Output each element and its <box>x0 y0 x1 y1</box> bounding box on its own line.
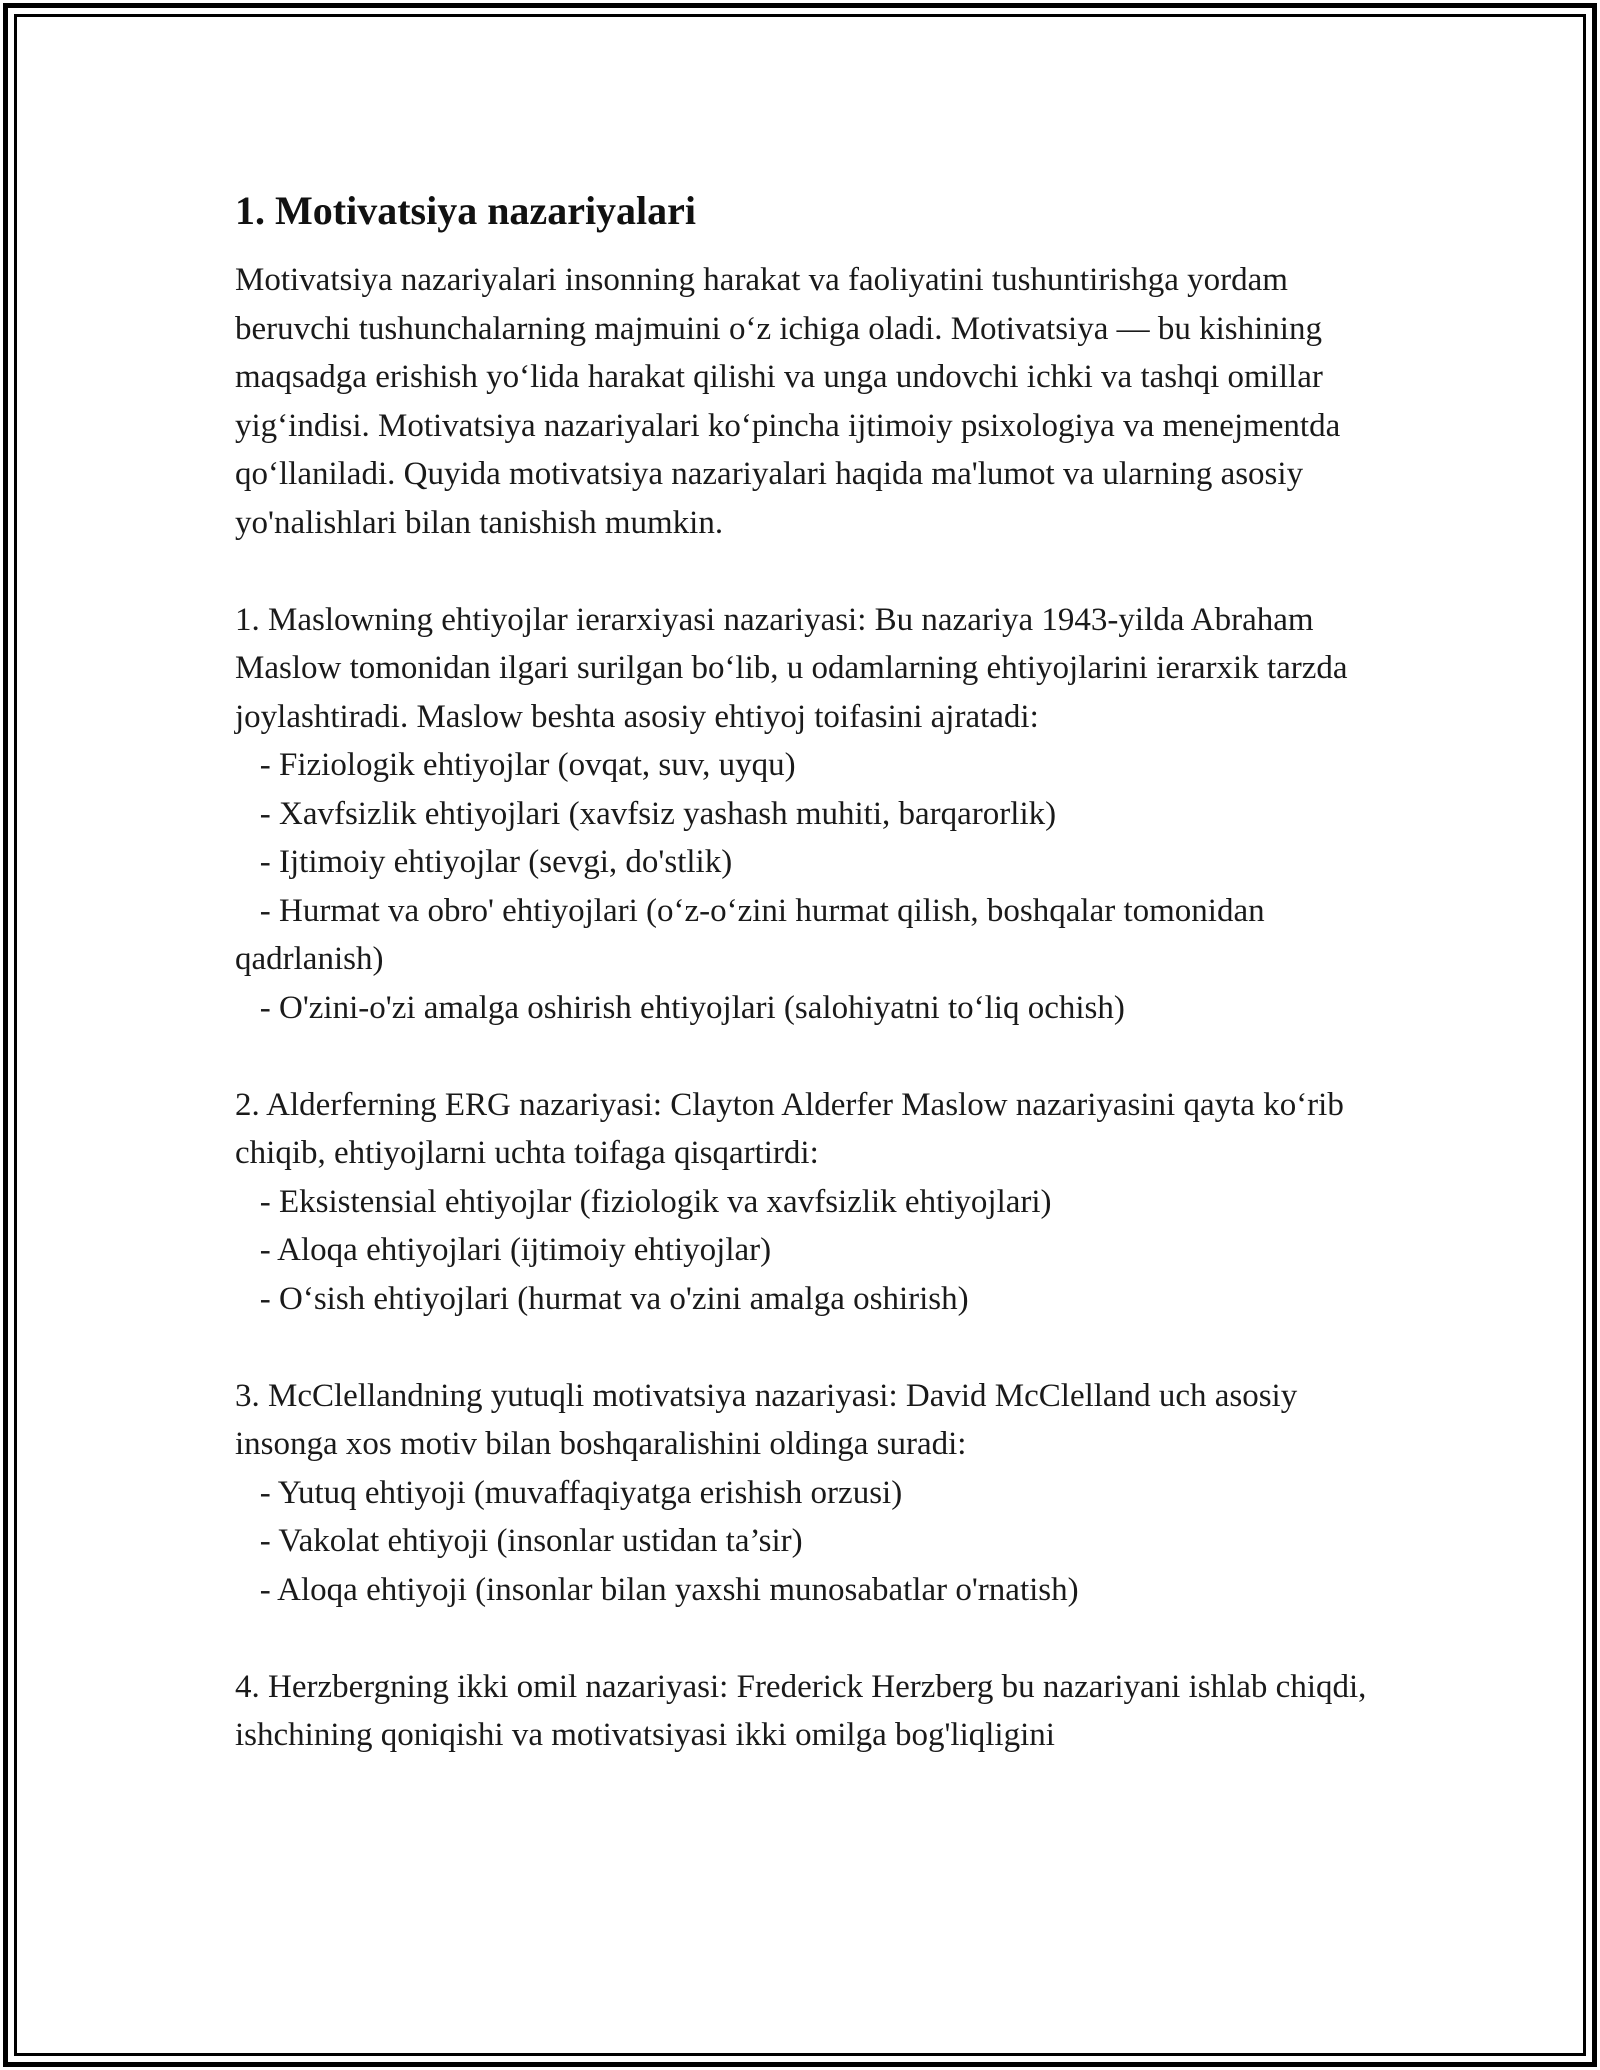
list-item-text: Aloqa ehtiyoji (insonlar bilan yaxshi munosabatlar o'rnatish) <box>277 1571 1079 1608</box>
intro-paragraph: Motivatsiya nazariyalari insonning harakat va faoliyatini tushuntirishga yordam beruvchi tushunchalarning majmuini o‘z ichiga oladi. Motivatsiya — bu kishining maqsadga erishish yo‘lida harakat qilishi va unga undovchi ichki va tashqi omillar yig‘indisi. Motivatsiya nazariyalari ko‘pincha ijtimoiy psixologiya va menejmentda qo‘llaniladi. Quyida motivatsiya nazariyalari haqida ma'lumot va ularning asosiy yo'nalishlari bilan tanishish mumkin. <box>235 262 1341 541</box>
list-item-text: O'zini-o'zi amalga oshirish ehtiyojlari (salohiyatni to‘liq ochish) <box>279 989 1125 1026</box>
section-paragraph: 2. Alderferning ERG nazariyasi: Clayton Alderfer Maslow nazariyasini qayta ko‘rib chiqib, ehtiyojlarni uchta toifaga qisqartirdi: <box>235 1086 1344 1171</box>
list-item <box>235 1469 1375 1518</box>
list-item-text: Hurmat va obro' ehtiyojlari (o‘z-o‘zini hurmat qilish, boshqalar tomonidan qadrlanish) <box>235 892 1265 977</box>
list-item-bullet: - <box>235 1474 278 1511</box>
section-list <box>235 1469 1375 1615</box>
theory-section <box>235 1081 1375 1324</box>
list-item-text: Yutuq ehtiyoji (muvaffaqiyatga erishish orzusi) <box>277 1474 903 1511</box>
list-item-text: O‘sish ehtiyojlari (hurmat va o'zini amalga oshirish) <box>279 1280 969 1317</box>
list-item-text: Fiziologik ehtiyojlar (ovqat, suv, uyqu) <box>279 747 796 783</box>
document-body <box>235 186 1375 1760</box>
list-item <box>235 1517 1375 1566</box>
theory-section <box>235 1372 1375 1615</box>
list-item <box>235 1178 1375 1227</box>
list-item-bullet: - <box>235 1183 279 1220</box>
list-item-bullet: - <box>235 844 279 880</box>
section-paragraph: 3. McClellandning yutuqli motivatsiya nazariyasi: David McClelland uch asosiy insonga xos motiv bilan boshqaralishini oldinga suradi: <box>235 1377 1298 1462</box>
document-heading: 1. Motivatsiya nazariyalari <box>235 188 697 233</box>
list-item-bullet: - <box>235 892 279 929</box>
section-list <box>235 1178 1375 1324</box>
section-paragraph: 1. Maslowning ehtiyojlar ierarxiyasi nazariyasi: Bu nazariya 1943-yilda Abraham Maslow tomonidan ilgari surilgan bo‘lib, u odamlarning ehtiyojlarini ierarxik tarzda joylashtiradi. Maslow beshta asosiy ehtiyoj toifasini ajratadi: <box>235 601 1348 735</box>
list-item-text: Eksistensial ehtiyojlar (fiziologik va xavfsizlik ehtiyojlari) <box>279 1183 1052 1220</box>
list-item-bullet: - <box>235 989 279 1026</box>
section-paragraph: 4. Herzbergning ikki omil nazariyasi: Frederick Herzberg bu nazariyani ishlab chiqdi, ishchining qoniqishi va motivatsiyasi ikki omilga bog'liqligini <box>235 1668 1367 1753</box>
list-item-bullet: - <box>235 1523 279 1559</box>
list-item-bullet: - <box>235 747 279 783</box>
theory-section <box>235 596 1375 1033</box>
list-item-text: Xavfsizlik ehtiyojlari (xavfsiz yashash muhiti, barqarorlik) <box>279 795 1057 832</box>
list-item <box>235 1566 1375 1615</box>
list-item-bullet: - <box>235 795 279 832</box>
list-item-text: Vakolat ehtiyoji (insonlar ustidan ta’sir) <box>278 1523 803 1559</box>
list-item <box>235 741 1375 790</box>
list-item <box>235 1275 1375 1324</box>
list-item-text: Aloqa ehtiyojlari (ijtimoiy ehtiyojlar) <box>277 1232 772 1268</box>
list-item <box>235 790 1375 839</box>
list-item <box>235 1226 1375 1275</box>
list-item-bullet: - <box>235 1280 279 1317</box>
list-item <box>235 838 1375 887</box>
section-list <box>235 741 1375 1032</box>
list-item-bullet: - <box>235 1232 278 1268</box>
list-item <box>235 984 1375 1033</box>
theory-section <box>235 1663 1375 1760</box>
list-item-text: Ijtimoiy ehtiyojlar (sevgi, do'stlik) <box>279 844 733 880</box>
list-item <box>235 887 1375 984</box>
theory-sections <box>235 596 1375 1760</box>
list-item-bullet: - <box>235 1571 278 1608</box>
